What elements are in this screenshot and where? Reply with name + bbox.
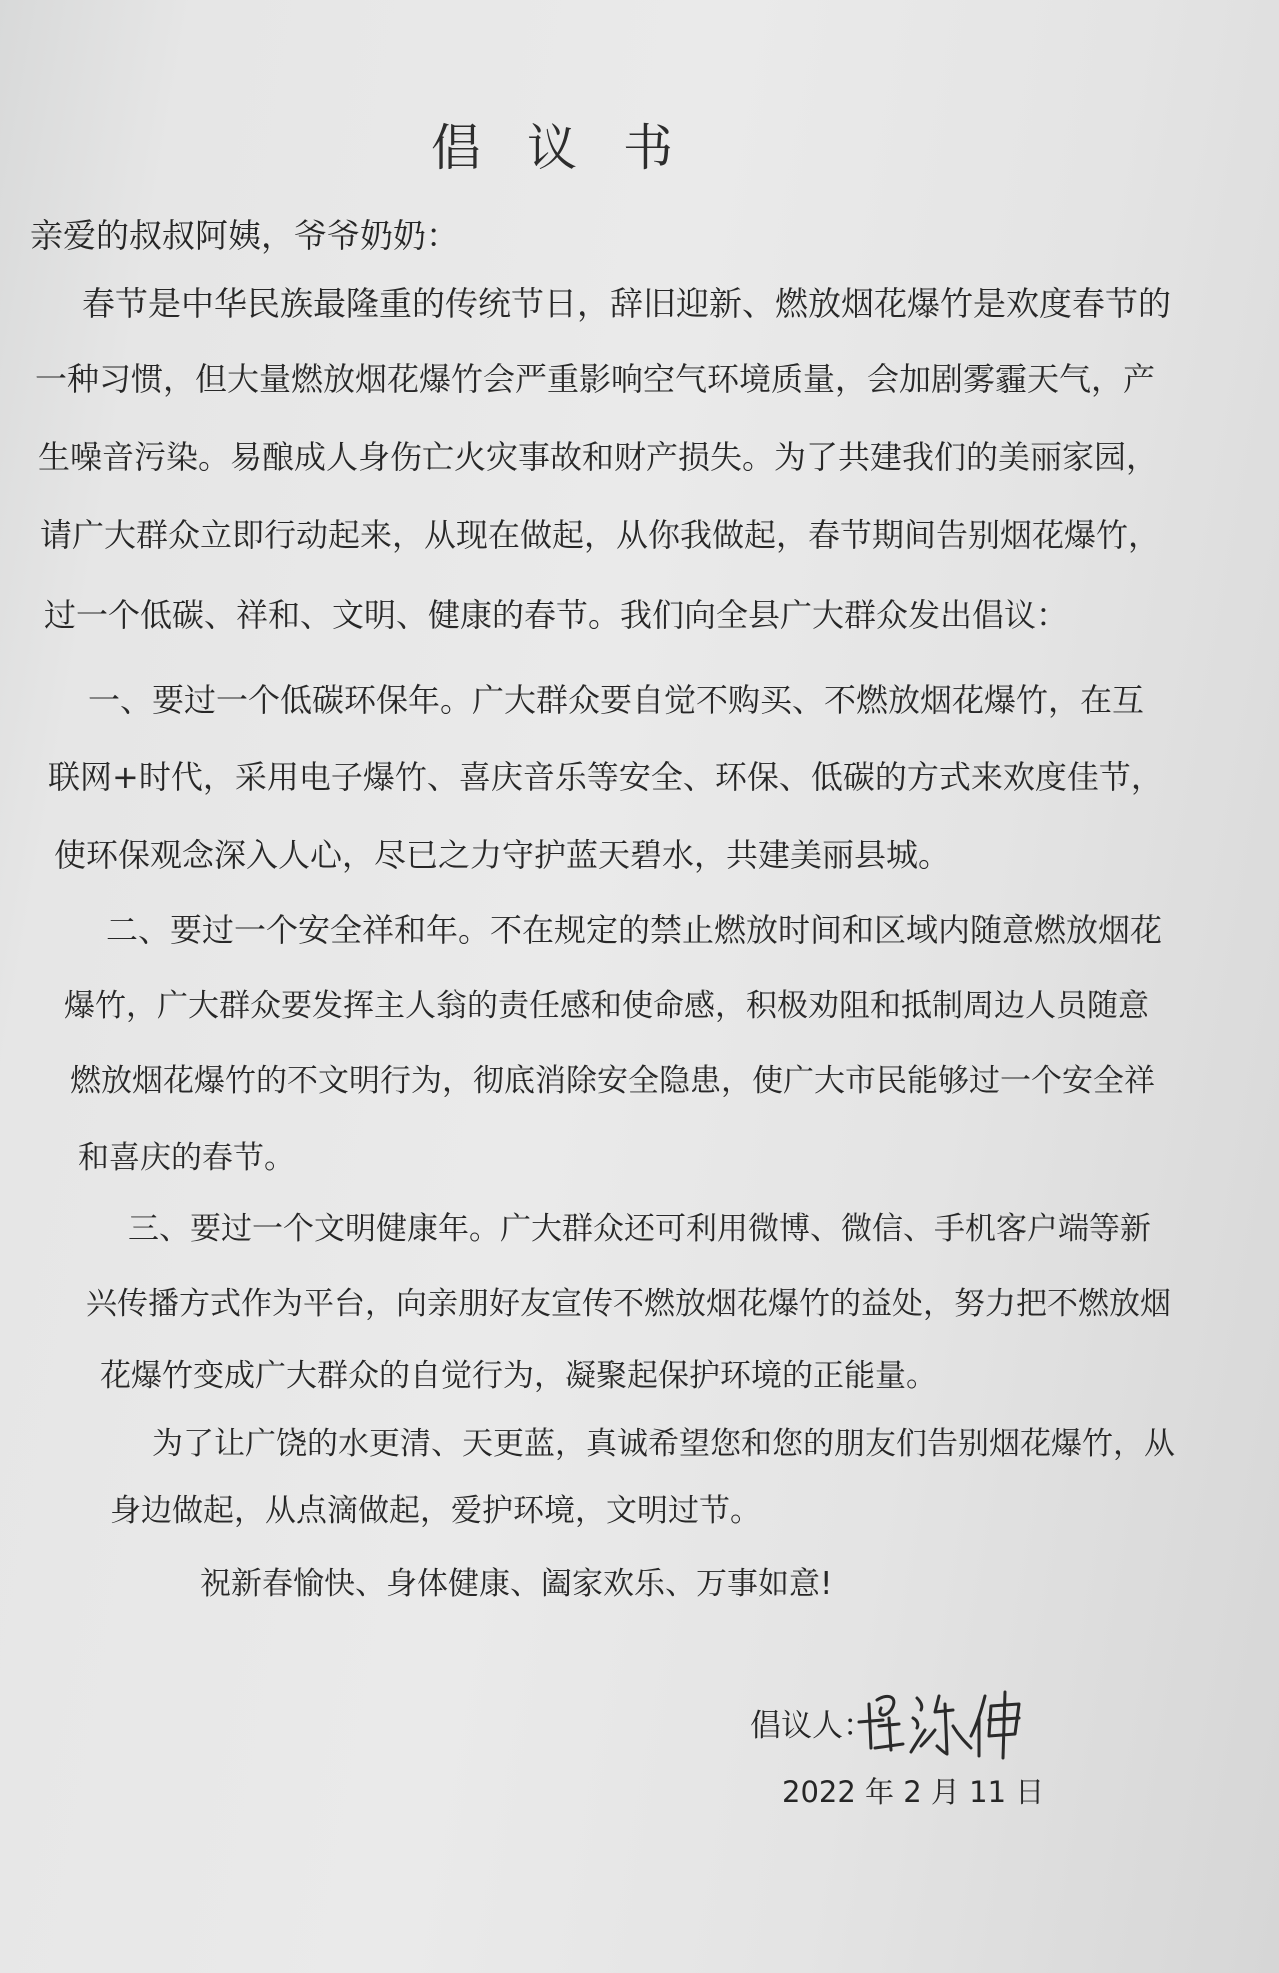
body-line: 过一个低碳、祥和、文明、健康的春节。我们向全县广大群众发出倡议： (44, 596, 1069, 634)
closing-wish: 祝新春愉快、身体健康、阖家欢乐、万事如意! (200, 1566, 833, 1602)
body-line: 联网+时代，采用电子爆竹、喜庆音乐等安全、环保、低碳的方式来欢度佳节， (48, 758, 1163, 796)
body-line: 三、要过一个文明健康年。广大群众还可利用微博、微信、手机客户端等新 (128, 1211, 1151, 1247)
document-title: 倡议书 (431, 119, 719, 177)
document-date: 2022 年 2 月 11 日 (782, 1775, 1045, 1809)
body-line: 花爆竹变成广大群众的自觉行为，凝聚起保护环境的正能量。 (100, 1358, 937, 1394)
body-line: 爆竹，广大群众要发挥主人翁的责任感和使命感，积极劝阻和抵制周边人员随意 (64, 988, 1149, 1024)
body-line: 和喜庆的春节。 (78, 1140, 295, 1176)
body-line: 生噪音污染。易酿成人身伤亡火灾事故和财产损失。为了共建我们的美丽家园， (38, 438, 1159, 476)
body-line: 请广大群众立即行动起来，从现在做起，从你我做起，春节期间告别烟花爆竹， (40, 516, 1161, 554)
body-line: 春节是中华民族最隆重的传统节日，辞旧迎新、燃放烟花爆竹是欢度春节的 (82, 284, 1171, 323)
body-line: 使环保观念深入人心，尽已之力守护蓝天碧水，共建美丽县城。 (54, 836, 951, 874)
signer-label: 倡议人： (750, 1708, 874, 1744)
salutation: 亲爱的叔叔阿姨，爷爷奶奶： (30, 216, 459, 255)
body-line: 燃放烟花爆竹的不文明行为，彻底消除安全隐患，使广大市民能够过一个安全祥 (70, 1063, 1155, 1099)
handwritten-signature (855, 1682, 1055, 1762)
body-line: 一种习惯，但大量燃放烟花爆竹会严重影响空气环境质量，会加剧雾霾天气，产 (35, 360, 1156, 398)
body-line: 兴传播方式作为平台，向亲朋好友宣传不燃放烟花爆竹的益处，努力把不燃放烟 (86, 1286, 1171, 1322)
body-line: 为了让广饶的水更清、天更蓝，真诚希望您和您的朋友们告别烟花爆竹，从 (152, 1426, 1175, 1462)
body-line: 身边做起，从点滴做起，爱护环境，文明过节。 (110, 1493, 761, 1529)
body-line: 二、要过一个安全祥和年。不在规定的禁止燃放时间和区域内随意燃放烟花 (106, 911, 1163, 949)
body-line: 一、要过一个低碳环保年。广大群众要自觉不购买、不燃放烟花爆竹，在互 (88, 681, 1145, 719)
